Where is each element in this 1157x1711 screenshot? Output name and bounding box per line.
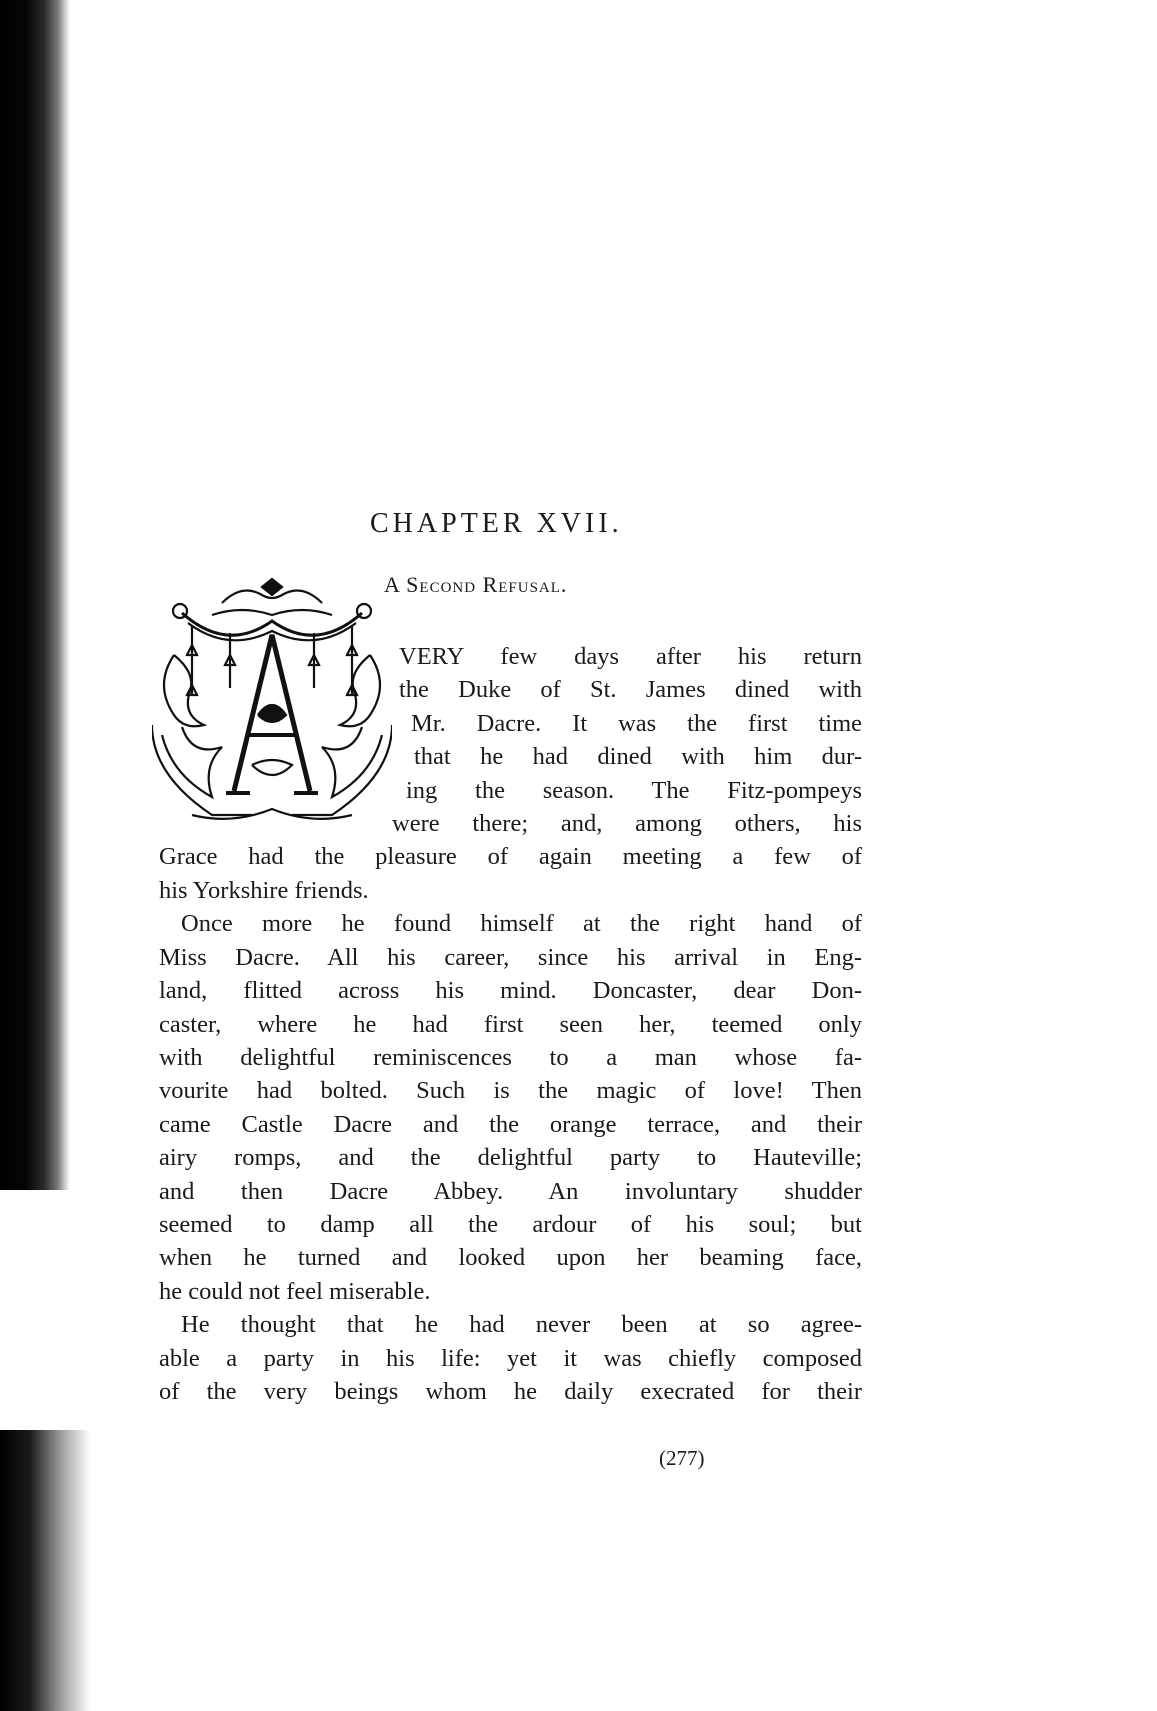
text-line: Once more he found himself at the right hand of <box>181 910 862 937</box>
ornamental-drop-cap <box>152 575 392 825</box>
text-line: Miss Dacre. All his career, since his arrival in Eng- <box>159 944 862 971</box>
text-line: and then Dacre Abbey. An involuntary shudder <box>159 1178 862 1205</box>
chapter-title: CHAPTER XVII. <box>370 508 623 539</box>
text-line: of the very beings whom he daily execrated for their <box>159 1378 862 1405</box>
text-line: airy romps, and the delightful party to Hauteville; <box>159 1144 862 1171</box>
page-number: (277) <box>659 1446 705 1470</box>
drop-cap-letter <box>152 575 392 825</box>
text-line: land, flitted across his mind. Doncaster, dear Don- <box>159 977 862 1004</box>
text-line: able a party in his life: yet it was chiefly composed <box>159 1345 862 1372</box>
text-line: were there; and, among others, his <box>392 810 862 837</box>
text-line: seemed to damp all the ardour of his soul; but <box>159 1211 862 1238</box>
text-line: Mr. Dacre. It was the first time <box>411 710 862 737</box>
text-line: the Duke of St. James dined with <box>399 676 862 703</box>
text-line: that he had dined with him dur- <box>414 743 862 770</box>
text-line: ing the season. The Fitz-pompeys <box>406 777 862 804</box>
text-line: he could not feel miserable. <box>159 1278 431 1305</box>
text-line: caster, where he had first seen her, teemed only <box>159 1011 862 1038</box>
text-line: He thought that he had never been at so agree- <box>181 1311 862 1338</box>
text-line: his Yorkshire friends. <box>159 877 369 904</box>
text-line: vourite had bolted. Such is the magic of love! Then <box>159 1077 862 1104</box>
text-line: Grace had the pleasure of again meeting a few of <box>159 843 862 870</box>
text-line: VERY few days after his return <box>399 643 862 670</box>
chapter-subtitle: A Second Refusal. <box>384 572 568 597</box>
text-line: came Castle Dacre and the orange terrace, and their <box>159 1111 862 1138</box>
text-line: with delightful reminiscences to a man whose fa- <box>159 1044 862 1071</box>
text-line: when he turned and looked upon her beaming face, <box>159 1244 862 1271</box>
